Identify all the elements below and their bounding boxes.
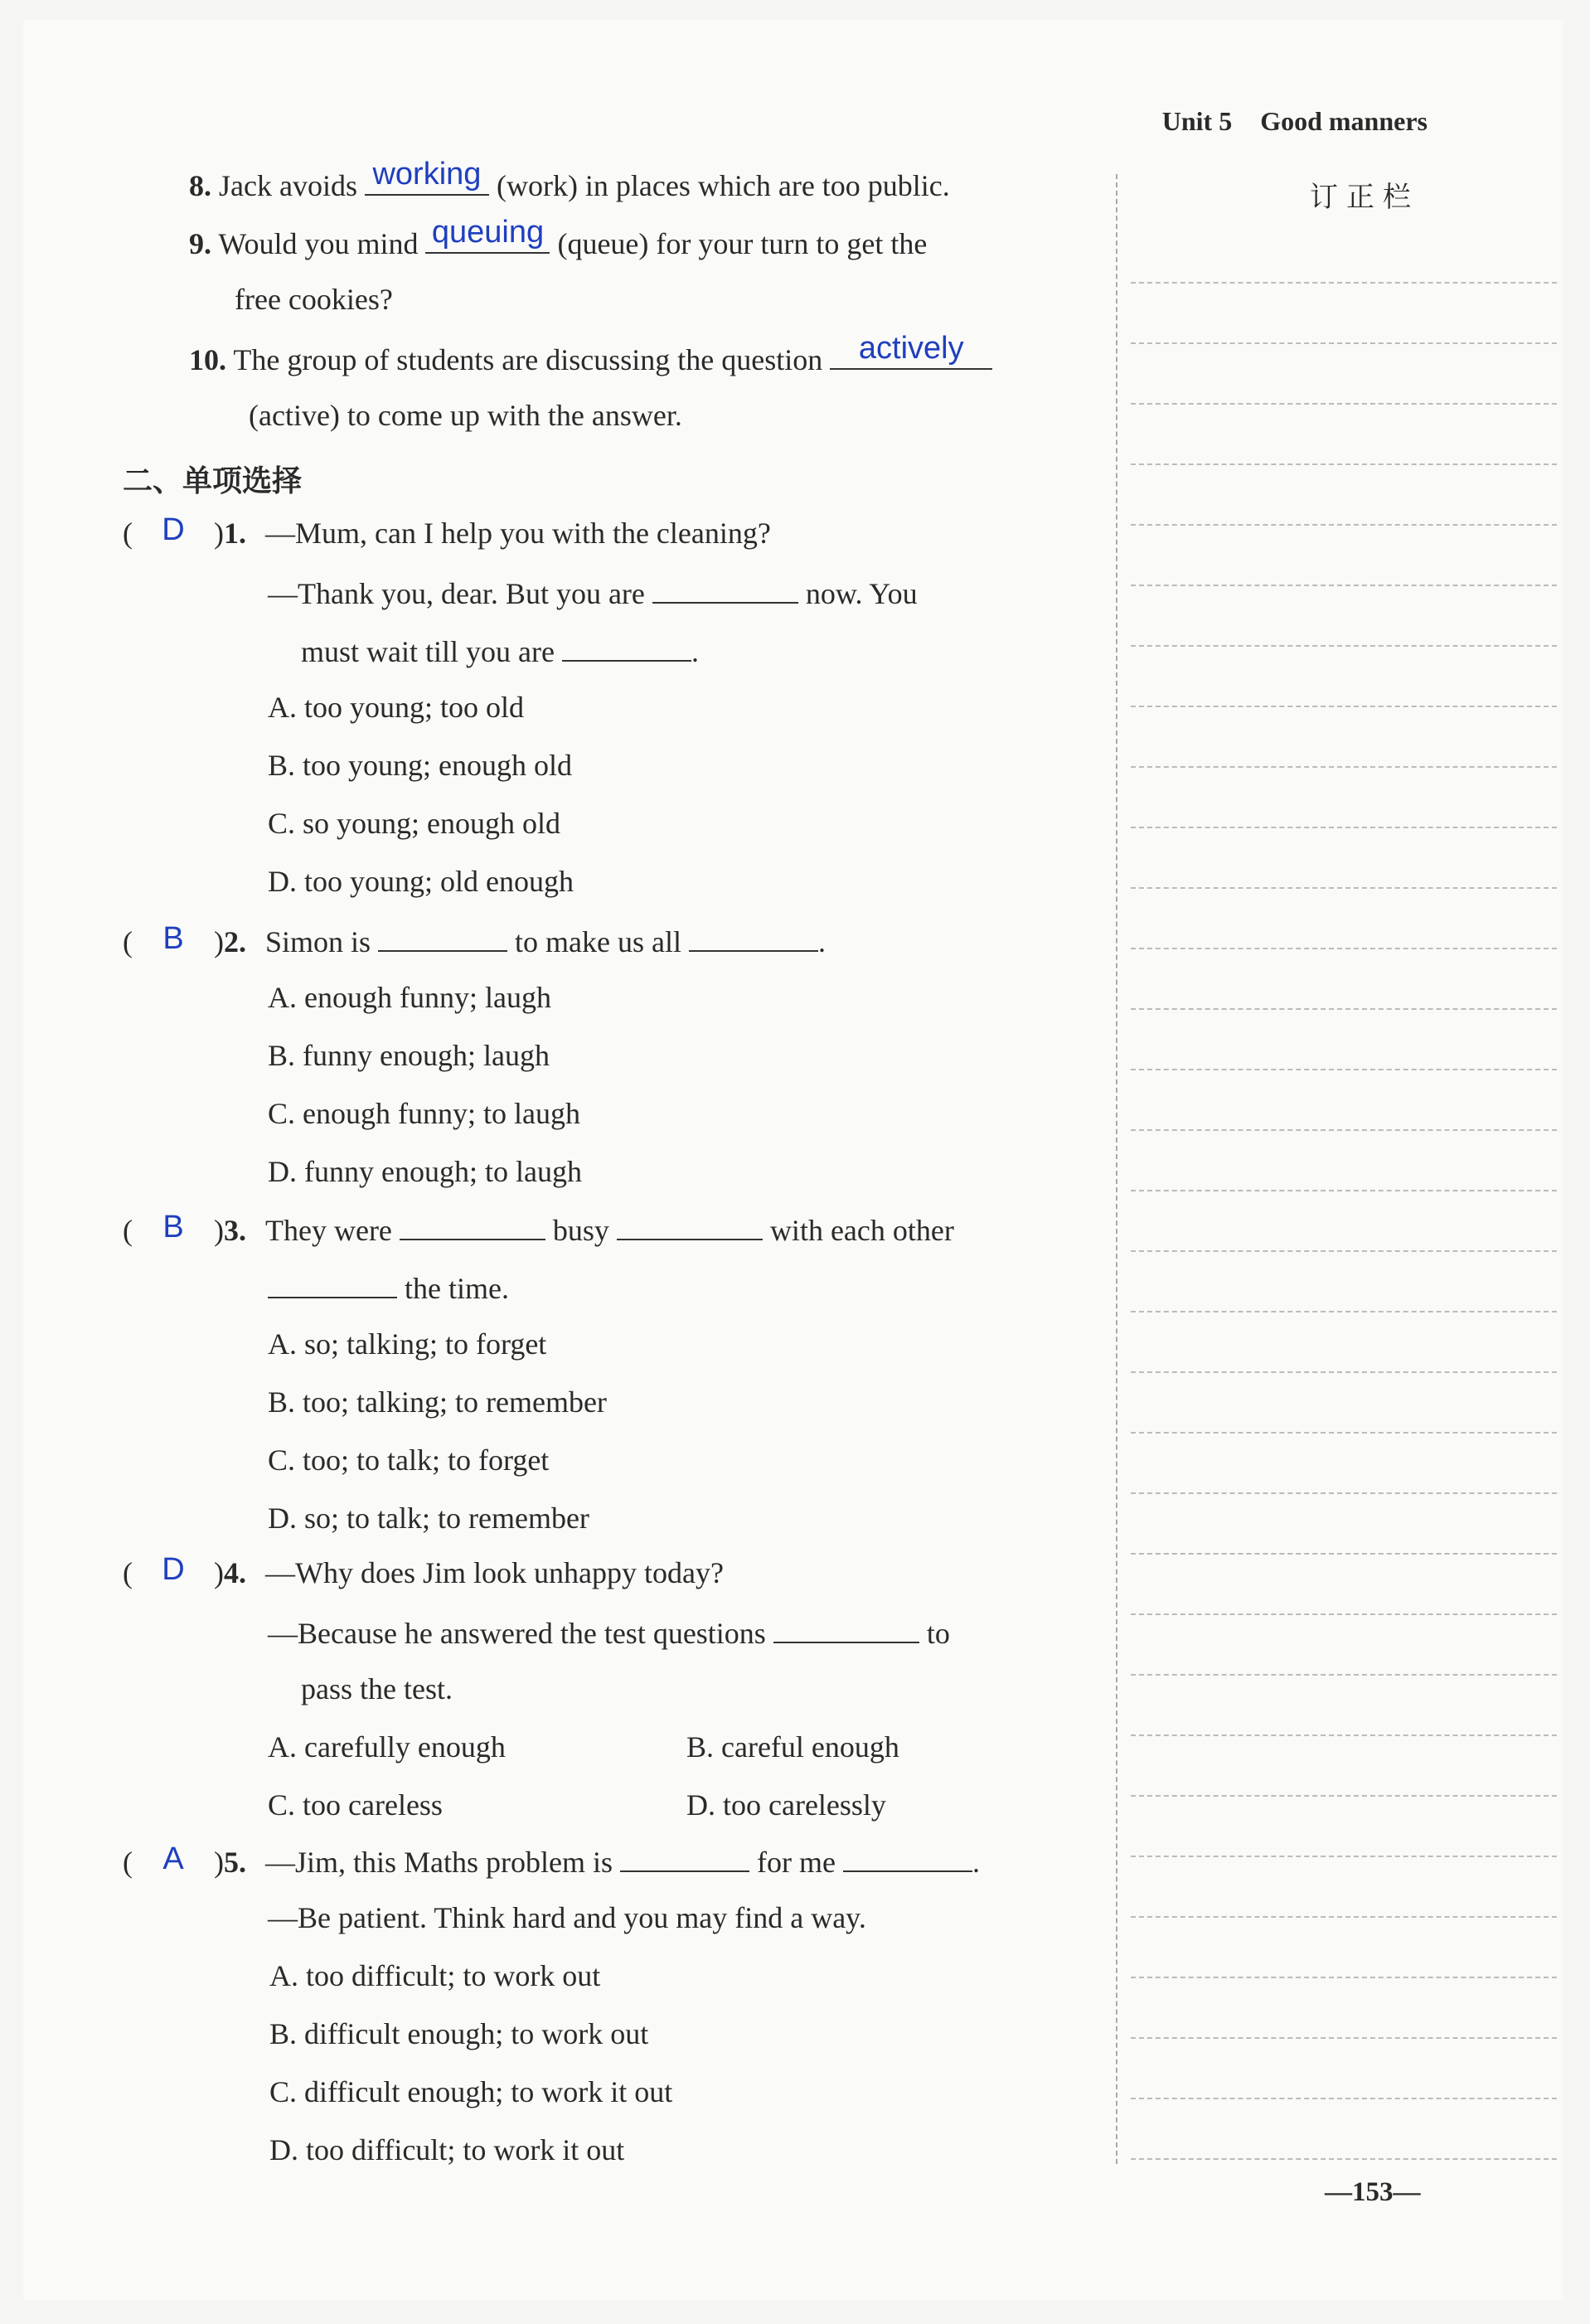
option: A. so; talking; to forget (268, 1327, 547, 1361)
option: B. funny enough; laugh (268, 1039, 550, 1072)
question-4: ( D )4. —Why does Jim look unhappy today? (123, 1552, 724, 1589)
correction-rule-line (1131, 1613, 1557, 1615)
correction-rule-line (1131, 1856, 1557, 1857)
option: A. too difficult; to work out (269, 1959, 601, 1992)
correction-rule-line (1131, 463, 1557, 465)
correction-title: 订正栏 (1310, 182, 1419, 213)
correction-rule-line (1131, 1371, 1557, 1373)
fill-item-9-cont: free cookies? (235, 283, 393, 316)
correction-rule-line (1131, 342, 1557, 344)
option: C. enough funny; to laugh (268, 1097, 580, 1130)
question-1-line3: must wait till you are . (301, 632, 699, 669)
correction-rule-line (1131, 403, 1557, 405)
option: D. too difficult; to work it out (269, 2133, 625, 2166)
correction-rule-line (1131, 524, 1557, 526)
option: C. so young; enough old (268, 807, 561, 840)
fill-item-8: 8. Jack avoids working (work) in places which are too public. (189, 157, 950, 202)
unit-header (1134, 106, 1428, 137)
option: B. too; talking; to remember (268, 1385, 607, 1419)
option: B. difficult enough; to work out (269, 2017, 649, 2050)
question-2: ( B )2. Simon is to make us all . (123, 921, 826, 958)
question-3: ( B )3. They were busy with each other (123, 1210, 954, 1247)
correction-rule-line (1131, 1735, 1557, 1736)
fill-item-10-cont: (active) to come up with the answer. (249, 399, 682, 432)
correction-rule-line (1131, 887, 1557, 889)
correction-rule-line (1131, 1916, 1557, 1918)
fill-item-10: 10. The group of students are discussing the question actively (189, 340, 992, 377)
question-5: ( A )5. —Jim, this Maths problem is for me . (123, 1841, 980, 1879)
unit-label: Unit 5 (1161, 106, 1233, 136)
correction-rule-line (1131, 1311, 1557, 1312)
correction-rule-line (1131, 948, 1557, 949)
correction-rule-line (1131, 2158, 1557, 2160)
page-number: —153— (1325, 2177, 1421, 2207)
option: B. too young; enough old (268, 749, 572, 782)
option: A. too young; too old (268, 691, 525, 724)
correction-rule-line (1131, 706, 1557, 707)
question-5-line2: —Be patient. Think hard and you may find a way. (268, 1901, 866, 1934)
option: C. difficult enough; to work it out (269, 2075, 673, 2108)
correction-rule-line (1131, 1432, 1557, 1434)
answer-blank: working (365, 166, 489, 196)
option: D. funny enough; to laugh (268, 1155, 582, 1188)
option: C. too careless (268, 1788, 443, 1822)
correction-divider (1116, 174, 1117, 2164)
correction-rule-line (1131, 2098, 1557, 2099)
correction-rule-line (1131, 1977, 1557, 1978)
question-4-line3: pass the test. (301, 1672, 453, 1705)
correction-rule-line (1131, 1553, 1557, 1555)
correction-rule-line (1131, 1674, 1557, 1676)
correction-rule-line (1131, 1190, 1557, 1191)
option: D. too carelessly (686, 1788, 886, 1822)
correction-rule-line (1131, 282, 1557, 284)
correction-rule-line (1131, 1129, 1557, 1131)
correction-rule-line (1131, 1008, 1557, 1010)
correction-rule-line (1131, 766, 1557, 768)
option: D. so; to talk; to remember (268, 1502, 589, 1535)
option: A. enough funny; laugh (268, 981, 551, 1014)
answer-blank: queuing (425, 224, 550, 254)
correction-rule-line (1131, 1492, 1557, 1494)
question-1: ( D )1. —Mum, can I help you with the cleaning? (123, 512, 771, 550)
question-1-line2: —Thank you, dear. But you are now. You (268, 574, 918, 611)
correction-rule-line (1131, 1250, 1557, 1252)
correction-column (1126, 174, 1557, 2164)
unit-topic: Good manners (1260, 106, 1428, 136)
correction-rule-line (1131, 585, 1557, 586)
correction-rule-line (1131, 827, 1557, 828)
option: A. carefully enough (268, 1730, 506, 1764)
correction-rule-line (1131, 645, 1557, 647)
correction-rule-line (1131, 2037, 1557, 2039)
option: D. too young; old enough (268, 865, 574, 898)
fill-item-9: 9. Would you mind queuing (queue) for your turn to get the (189, 215, 928, 260)
correction-rule-line (1131, 1795, 1557, 1797)
correction-rule-line (1131, 1069, 1557, 1070)
question-4-line2: —Because he answered the test questions to (268, 1613, 950, 1651)
option: B. careful enough (686, 1730, 899, 1764)
section-title: 二、单项选择 (123, 464, 303, 498)
answer-blank: actively (830, 340, 992, 370)
question-3-line2: the time. (268, 1269, 509, 1306)
option: C. too; to talk; to forget (268, 1443, 550, 1477)
